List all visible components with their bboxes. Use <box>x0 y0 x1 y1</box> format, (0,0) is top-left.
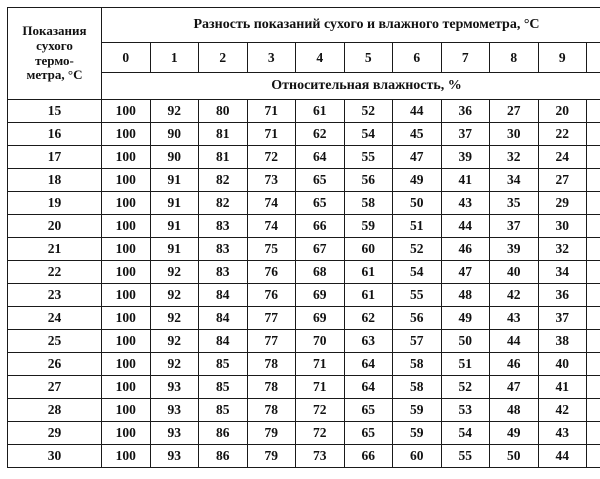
humidity-value-cell: 78 <box>247 399 296 422</box>
humidity-value-cell: 54 <box>344 123 393 146</box>
humidity-value-cell: 43 <box>490 307 539 330</box>
humidity-value-cell: 61 <box>344 261 393 284</box>
humidity-value-cell: 82 <box>199 192 248 215</box>
humidity-value-cell: 100 <box>102 146 151 169</box>
humidity-value-cell: 51 <box>393 215 442 238</box>
humidity-value-cell: 57 <box>393 330 442 353</box>
humidity-value-cell: 73 <box>296 445 345 468</box>
humidity-value-cell: 72 <box>296 399 345 422</box>
humidity-value-cell: 100 <box>102 422 151 445</box>
corner-label-line: термо- <box>35 52 74 68</box>
humidity-value-cell: 92 <box>150 353 199 376</box>
humidity-value-cell: 58 <box>344 192 393 215</box>
humidity-value-cell: 45 <box>393 123 442 146</box>
humidity-value-cell: 71 <box>247 123 296 146</box>
empty-cell <box>587 422 600 445</box>
humidity-value-cell: 46 <box>441 238 490 261</box>
humidity-value-cell: 86 <box>199 445 248 468</box>
table-row <box>8 123 600 146</box>
empty-cell <box>587 376 600 399</box>
dry-temperature-cell: 30 <box>8 445 102 468</box>
empty-cell <box>587 123 600 146</box>
humidity-value-cell: 72 <box>296 422 345 445</box>
humidity-value-cell: 73 <box>247 169 296 192</box>
humidity-value-cell: 41 <box>441 169 490 192</box>
dry-temperature-cell: 16 <box>8 123 102 146</box>
humidity-value-cell: 47 <box>441 261 490 284</box>
humidity-value-cell: 85 <box>199 399 248 422</box>
humidity-value-cell: 85 <box>199 353 248 376</box>
humidity-value-cell: 80 <box>199 100 248 123</box>
humidity-value-cell: 77 <box>247 330 296 353</box>
humidity-value-cell: 62 <box>344 307 393 330</box>
empty-cell <box>587 169 600 192</box>
humidity-value-cell: 44 <box>441 215 490 238</box>
humidity-value-cell: 52 <box>393 238 442 261</box>
dry-temperature-cell: 17 <box>8 146 102 169</box>
dry-temperature-cell: 27 <box>8 376 102 399</box>
humidity-value-cell: 55 <box>344 146 393 169</box>
humidity-value-cell: 92 <box>150 100 199 123</box>
humidity-value-cell: 79 <box>247 445 296 468</box>
humidity-value-cell: 27 <box>490 100 539 123</box>
humidity-value-cell: 60 <box>344 238 393 261</box>
humidity-value-cell: 52 <box>441 376 490 399</box>
humidity-value-cell: 50 <box>441 330 490 353</box>
table-row <box>8 376 600 399</box>
humidity-value-cell: 91 <box>150 192 199 215</box>
table-row <box>8 399 600 422</box>
difference-column-header: 9 <box>538 43 587 73</box>
difference-column-header: 8 <box>490 43 539 73</box>
humidity-value-cell: 49 <box>441 307 490 330</box>
humidity-value-cell: 30 <box>538 215 587 238</box>
dry-temperature-cell: 22 <box>8 261 102 284</box>
humidity-value-cell: 42 <box>538 399 587 422</box>
humidity-value-cell: 93 <box>150 422 199 445</box>
difference-column-header: 5 <box>344 43 393 73</box>
humidity-value-cell: 66 <box>344 445 393 468</box>
humidity-value-cell: 66 <box>296 215 345 238</box>
humidity-value-cell: 48 <box>441 284 490 307</box>
humidity-value-cell: 55 <box>441 445 490 468</box>
humidity-value-cell: 93 <box>150 445 199 468</box>
difference-header: Разность показаний сухого и влажного термометра, °С <box>102 8 600 43</box>
humidity-value-cell: 30 <box>490 123 539 146</box>
humidity-value-cell: 92 <box>150 284 199 307</box>
humidity-value-cell: 90 <box>150 146 199 169</box>
humidity-value-cell: 69 <box>296 284 345 307</box>
humidity-value-cell: 100 <box>102 353 151 376</box>
humidity-value-cell: 71 <box>296 376 345 399</box>
difference-column-header: 1 <box>150 43 199 73</box>
humidity-value-cell: 83 <box>199 238 248 261</box>
humidity-value-cell: 81 <box>199 123 248 146</box>
humidity-value-cell: 100 <box>102 376 151 399</box>
humidity-value-cell: 84 <box>199 284 248 307</box>
humidity-value-cell: 53 <box>441 399 490 422</box>
humidity-value-cell: 65 <box>296 169 345 192</box>
humidity-table <box>7 7 600 468</box>
humidity-value-cell: 54 <box>393 261 442 284</box>
humidity-value-cell: 59 <box>393 399 442 422</box>
humidity-value-cell: 32 <box>490 146 539 169</box>
humidity-value-cell: 39 <box>490 238 539 261</box>
dry-temperature-cell: 23 <box>8 284 102 307</box>
humidity-value-cell: 83 <box>199 261 248 284</box>
humidity-value-cell: 29 <box>538 192 587 215</box>
humidity-value-cell: 56 <box>344 169 393 192</box>
empty-cell <box>587 146 600 169</box>
dry-temperature-cell: 20 <box>8 215 102 238</box>
difference-column-header: 0 <box>102 43 151 73</box>
dry-temperature-cell: 24 <box>8 307 102 330</box>
humidity-value-cell: 36 <box>538 284 587 307</box>
humidity-value-cell: 100 <box>102 123 151 146</box>
humidity-value-cell: 35 <box>490 192 539 215</box>
humidity-value-cell: 62 <box>296 123 345 146</box>
humidity-value-cell: 36 <box>441 100 490 123</box>
humidity-value-cell: 55 <box>393 284 442 307</box>
dry-temperature-cell: 19 <box>8 192 102 215</box>
corner-label-line: метра, °С <box>26 67 83 83</box>
difference-column-header: 3 <box>247 43 296 73</box>
corner-label-line: Показания <box>22 22 87 38</box>
humidity-value-cell: 68 <box>296 261 345 284</box>
humidity-value-cell: 90 <box>150 123 199 146</box>
humidity-value-cell: 81 <box>199 146 248 169</box>
humidity-value-cell: 51 <box>441 353 490 376</box>
humidity-value-cell: 75 <box>247 238 296 261</box>
humidity-value-cell: 92 <box>150 307 199 330</box>
humidity-value-cell: 64 <box>344 353 393 376</box>
humidity-value-cell: 44 <box>538 445 587 468</box>
humidity-value-cell: 100 <box>102 192 151 215</box>
humidity-value-cell: 93 <box>150 399 199 422</box>
humidity-value-cell: 34 <box>538 261 587 284</box>
humidity-value-cell: 100 <box>102 169 151 192</box>
dry-temperature-cell: 26 <box>8 353 102 376</box>
humidity-value-cell: 58 <box>393 353 442 376</box>
humidity-value-cell: 100 <box>102 307 151 330</box>
humidity-value-cell: 34 <box>490 169 539 192</box>
table-row <box>8 307 600 330</box>
table-row <box>8 353 600 376</box>
humidity-value-cell: 54 <box>441 422 490 445</box>
humidity-value-cell: 76 <box>247 284 296 307</box>
humidity-value-cell: 92 <box>150 330 199 353</box>
humidity-value-cell: 83 <box>199 215 248 238</box>
table-row <box>8 215 600 238</box>
humidity-value-cell: 47 <box>490 376 539 399</box>
humidity-value-cell: 65 <box>296 192 345 215</box>
humidity-value-cell: 44 <box>490 330 539 353</box>
empty-cell <box>587 215 600 238</box>
humidity-value-cell: 79 <box>247 422 296 445</box>
humidity-value-cell: 39 <box>441 146 490 169</box>
dry-temperature-cell: 25 <box>8 330 102 353</box>
humidity-value-cell: 82 <box>199 169 248 192</box>
humidity-value-cell: 61 <box>296 100 345 123</box>
humidity-value-cell: 91 <box>150 169 199 192</box>
dry-thermometer-header <box>8 8 102 100</box>
humidity-value-cell: 59 <box>344 215 393 238</box>
humidity-value-cell: 65 <box>344 399 393 422</box>
humidity-value-cell: 63 <box>344 330 393 353</box>
humidity-value-cell: 64 <box>344 376 393 399</box>
dry-temperature-cell: 21 <box>8 238 102 261</box>
table-row <box>8 169 600 192</box>
difference-column-header: 7 <box>441 43 490 73</box>
humidity-value-cell: 84 <box>199 307 248 330</box>
humidity-value-cell: 70 <box>296 330 345 353</box>
humidity-value-cell: 100 <box>102 445 151 468</box>
table-row <box>8 330 600 353</box>
humidity-value-cell: 74 <box>247 192 296 215</box>
humidity-value-cell: 56 <box>393 307 442 330</box>
humidity-value-cell: 76 <box>247 261 296 284</box>
table-body <box>8 100 600 468</box>
table-row <box>8 146 600 169</box>
humidity-value-cell: 49 <box>490 422 539 445</box>
corner-label-line: сухого <box>36 37 73 53</box>
humidity-value-cell: 24 <box>538 146 587 169</box>
humidity-value-cell: 37 <box>441 123 490 146</box>
humidity-value-cell: 41 <box>538 376 587 399</box>
humidity-value-cell: 100 <box>102 238 151 261</box>
humidity-value-cell: 72 <box>247 146 296 169</box>
humidity-value-cell: 71 <box>296 353 345 376</box>
empty-cell <box>587 100 600 123</box>
humidity-value-cell: 100 <box>102 215 151 238</box>
humidity-value-cell: 32 <box>538 238 587 261</box>
table-row <box>8 192 600 215</box>
humidity-value-cell: 77 <box>247 307 296 330</box>
humidity-value-cell: 40 <box>538 353 587 376</box>
difference-column-header: 2 <box>199 43 248 73</box>
humidity-value-cell: 85 <box>199 376 248 399</box>
difference-column-header: 6 <box>393 43 442 73</box>
empty-cell <box>587 307 600 330</box>
table-row <box>8 100 600 123</box>
humidity-value-cell: 37 <box>538 307 587 330</box>
humidity-value-cell: 43 <box>441 192 490 215</box>
dry-temperature-cell: 15 <box>8 100 102 123</box>
humidity-value-cell: 50 <box>490 445 539 468</box>
header-row-top <box>8 8 600 43</box>
humidity-value-cell: 86 <box>199 422 248 445</box>
table-row <box>8 422 600 445</box>
table-row <box>8 445 600 468</box>
humidity-value-cell: 65 <box>344 422 393 445</box>
humidity-value-cell: 44 <box>393 100 442 123</box>
humidity-value-cell: 100 <box>102 330 151 353</box>
relative-humidity-header: Относительная влажность, % <box>102 73 600 100</box>
humidity-value-cell: 100 <box>102 261 151 284</box>
humidity-value-cell: 49 <box>393 169 442 192</box>
humidity-value-cell: 42 <box>490 284 539 307</box>
humidity-value-cell: 71 <box>247 100 296 123</box>
humidity-value-cell: 69 <box>296 307 345 330</box>
humidity-value-cell: 84 <box>199 330 248 353</box>
humidity-value-cell: 93 <box>150 376 199 399</box>
humidity-value-cell: 61 <box>344 284 393 307</box>
humidity-value-cell: 52 <box>344 100 393 123</box>
humidity-value-cell: 40 <box>490 261 539 284</box>
empty-header-cell <box>587 43 600 73</box>
humidity-value-cell: 20 <box>538 100 587 123</box>
humidity-value-cell: 47 <box>393 146 442 169</box>
humidity-value-cell: 91 <box>150 238 199 261</box>
dry-temperature-cell: 28 <box>8 399 102 422</box>
humidity-value-cell: 59 <box>393 422 442 445</box>
dry-temperature-cell: 29 <box>8 422 102 445</box>
humidity-value-cell: 27 <box>538 169 587 192</box>
humidity-value-cell: 60 <box>393 445 442 468</box>
humidity-value-cell: 92 <box>150 261 199 284</box>
empty-cell <box>587 192 600 215</box>
humidity-value-cell: 78 <box>247 353 296 376</box>
humidity-value-cell: 38 <box>538 330 587 353</box>
empty-cell <box>587 330 600 353</box>
humidity-value-cell: 43 <box>538 422 587 445</box>
humidity-value-cell: 100 <box>102 284 151 307</box>
humidity-value-cell: 48 <box>490 399 539 422</box>
empty-cell <box>587 445 600 468</box>
empty-cell <box>587 284 600 307</box>
humidity-value-cell: 100 <box>102 399 151 422</box>
humidity-value-cell: 22 <box>538 123 587 146</box>
humidity-value-cell: 37 <box>490 215 539 238</box>
humidity-value-cell: 67 <box>296 238 345 261</box>
dry-temperature-cell: 18 <box>8 169 102 192</box>
empty-cell <box>587 353 600 376</box>
humidity-value-cell: 64 <box>296 146 345 169</box>
humidity-value-cell: 50 <box>393 192 442 215</box>
humidity-value-cell: 100 <box>102 100 151 123</box>
empty-cell <box>587 261 600 284</box>
table-row <box>8 238 600 261</box>
empty-cell <box>587 399 600 422</box>
humidity-value-cell: 78 <box>247 376 296 399</box>
empty-cell <box>587 238 600 261</box>
humidity-value-cell: 58 <box>393 376 442 399</box>
humidity-value-cell: 46 <box>490 353 539 376</box>
table-row <box>8 284 600 307</box>
humidity-value-cell: 74 <box>247 215 296 238</box>
humidity-value-cell: 91 <box>150 215 199 238</box>
table-row <box>8 261 600 284</box>
difference-column-header: 4 <box>296 43 345 73</box>
